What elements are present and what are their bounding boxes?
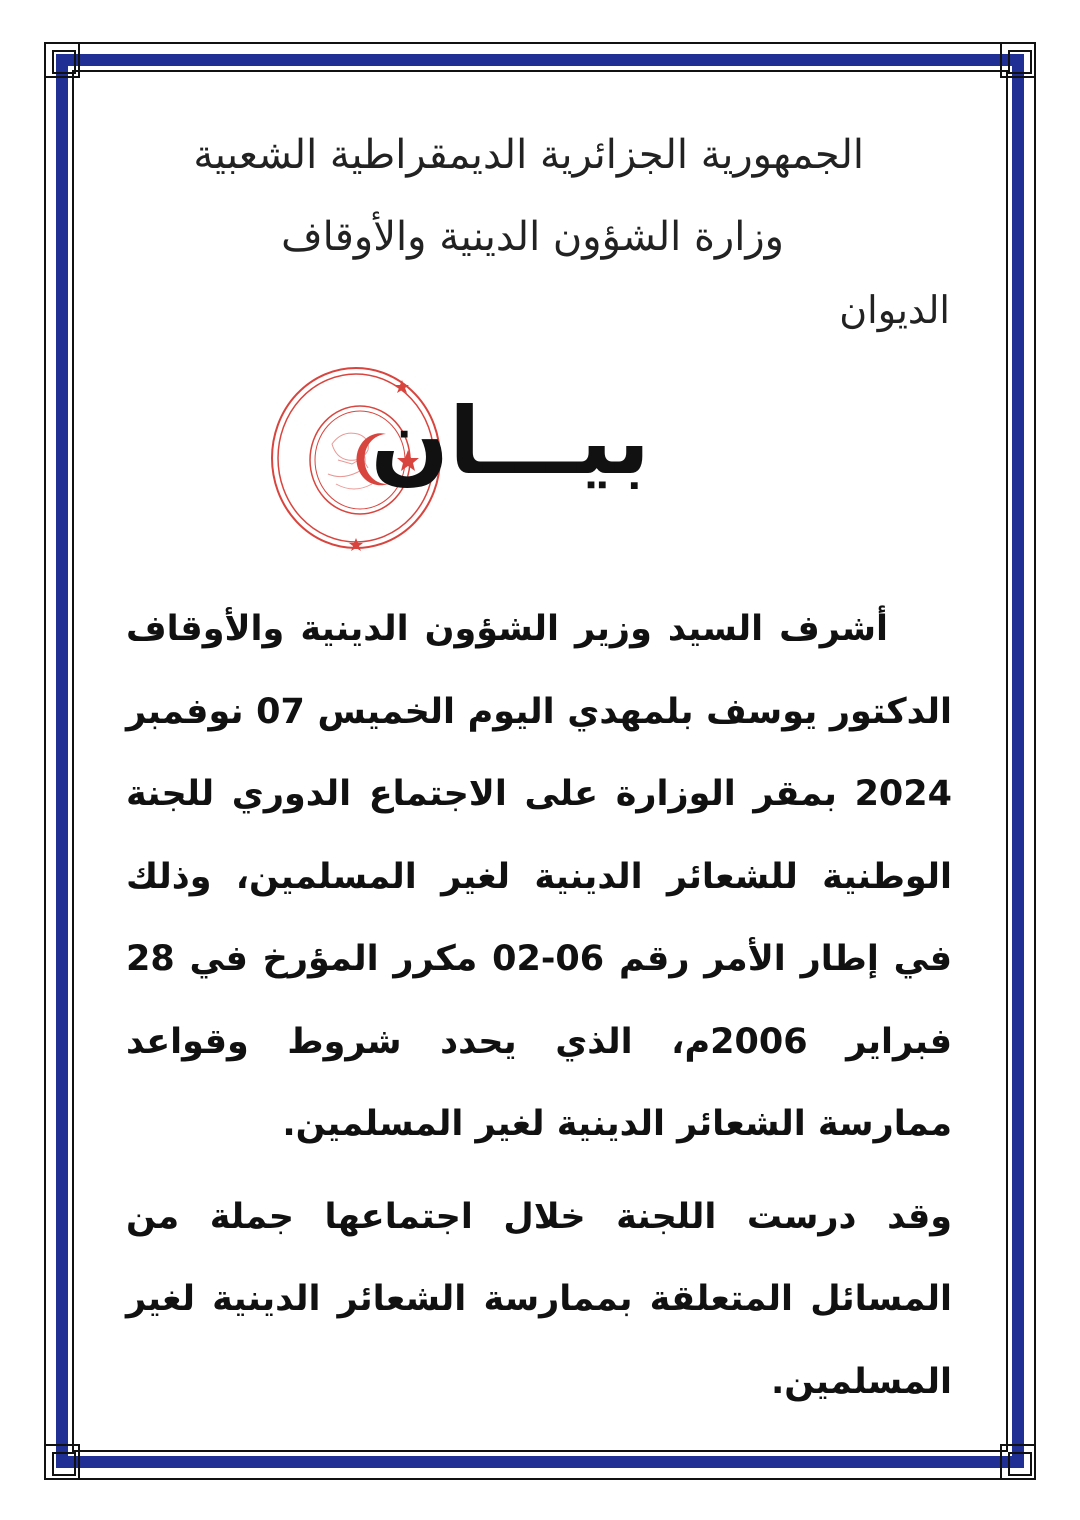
frame-corner-ornament: [1000, 1444, 1036, 1480]
office-heading: الديوان: [839, 288, 950, 332]
body-paragraph: أشرف السيد وزير الشؤون الدينية والأوقاف الدكتور يوسف بلمهدي اليوم الخميس 07 نوفمبر 2024 بمقر الوزارة على الاجتماع الدوري للجنة الوطنية للشعائر الدينية لغير المسلمين، وذلك في إطار الأمر رقم 06-02 مكرر المؤرخ في 28 فبراير 2006م، الذي يحدد شروط وقواعد ممارسة الشعائر الدينية لغير المسلمين.: [126, 609, 952, 1144]
ministry-heading: وزارة الشؤون الدينية والأوقاف: [281, 214, 784, 260]
frame-corner-ornament: [44, 1444, 80, 1480]
republic-heading: الجمهورية الجزائرية الديمقراطية الشعبية: [193, 132, 864, 178]
statement-body: [126, 588, 952, 1423]
document-title: بيـــان: [370, 388, 650, 495]
body-paragraph: وقد درست اللجنة خلال اجتماعها جملة من المسائل المتعلقة بممارسة الشعائر الدينية لغير المسلمين.: [126, 1196, 952, 1402]
frame-corner-ornament: [44, 42, 80, 78]
frame-corner-ornament: [1000, 42, 1036, 78]
